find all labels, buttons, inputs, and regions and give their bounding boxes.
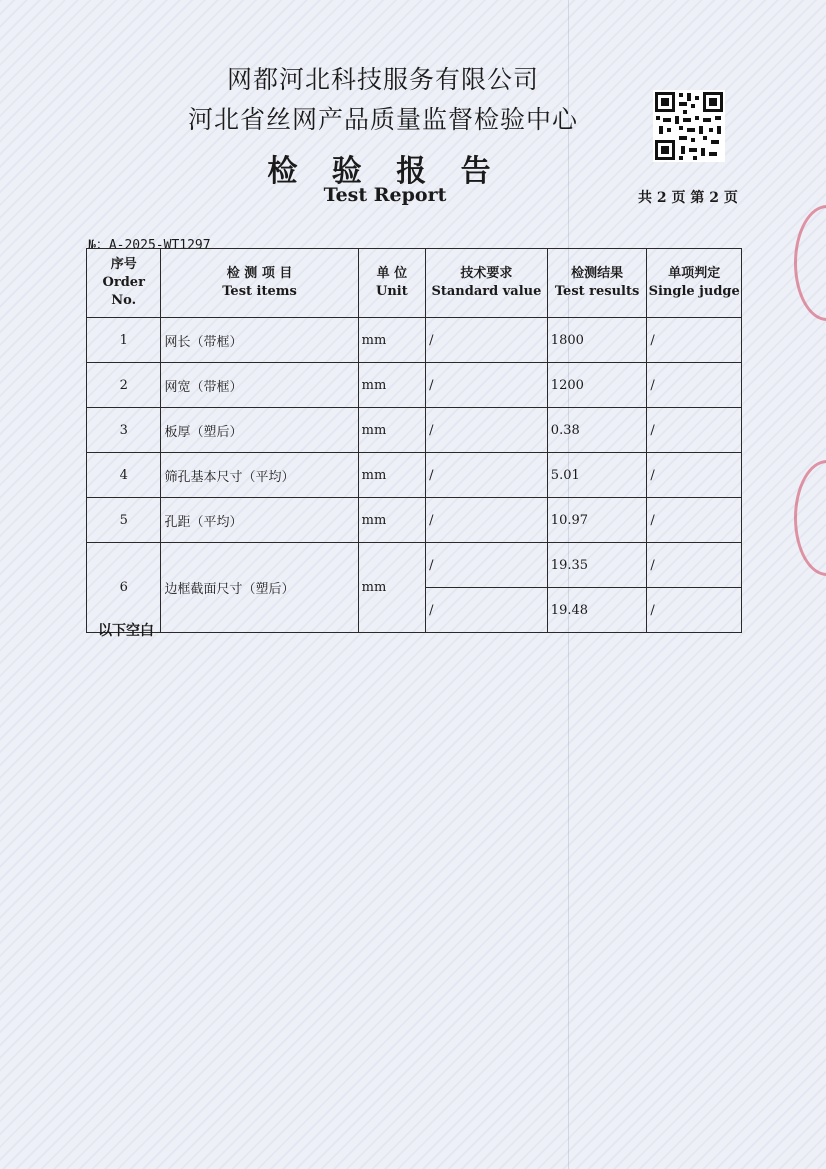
cell-unit: mm — [358, 318, 425, 363]
cell-standard: / — [426, 363, 548, 408]
header-cn: 检 测 项 目 — [226, 266, 293, 281]
cell-test-item: 筛孔基本尺寸（平均） — [161, 453, 358, 498]
cell-judge: / — [647, 588, 742, 633]
table-row — [87, 408, 742, 453]
cell-test-item: 网长（带框） — [161, 318, 358, 363]
cell-order-no: 1 — [87, 318, 161, 363]
cell-unit: mm — [358, 408, 425, 453]
cell-test-item: 边框截面尺寸（塑后） — [161, 543, 358, 633]
cell-judge: / — [647, 498, 742, 543]
header-standard-value — [426, 249, 548, 318]
cell-test-item: 孔距（平均） — [161, 498, 358, 543]
cell-test-item: 网宽（带框） — [161, 363, 358, 408]
cell-unit: mm — [358, 453, 425, 498]
cell-standard: / — [426, 543, 548, 588]
table-header-row — [87, 249, 742, 318]
cell-unit: mm — [358, 363, 425, 408]
table-row — [87, 363, 742, 408]
cell-standard: / — [426, 498, 548, 543]
cell-order-no: 6 — [87, 543, 161, 633]
header-en: Test results — [554, 284, 640, 299]
header-en: Test items — [222, 284, 297, 299]
cell-result: 5.01 — [547, 453, 647, 498]
cell-unit: mm — [358, 543, 425, 633]
cell-result: 0.38 — [547, 408, 647, 453]
cell-result: 10.97 — [547, 498, 647, 543]
header-test-items — [161, 249, 358, 318]
qr-code-icon — [653, 90, 725, 162]
cell-judge: / — [647, 318, 742, 363]
cell-result: 1800 — [547, 318, 647, 363]
blank-below-note: 以下空白 — [98, 623, 154, 639]
report-title-cn: 检 验 报 告 — [267, 154, 503, 189]
report-number: №：A-2025-WT1297 — [88, 238, 211, 253]
header-en: Order No. — [102, 275, 145, 308]
cell-judge: / — [647, 453, 742, 498]
header-cn: 技术要求 — [460, 266, 513, 281]
report-title-en: Test Report — [323, 184, 447, 206]
cell-judge: / — [647, 543, 742, 588]
page-indicator: 共 2 页 第 2 页 — [638, 190, 738, 206]
header-cn: 检测结果 — [571, 266, 624, 281]
cell-order-no: 5 — [87, 498, 161, 543]
table-row — [87, 498, 742, 543]
header-order-no — [87, 249, 161, 318]
header-cn: 单 位 — [376, 266, 408, 281]
cell-judge: / — [647, 363, 742, 408]
cell-unit: mm — [358, 498, 425, 543]
header-en: Single judge — [648, 284, 740, 299]
cell-order-no: 2 — [87, 363, 161, 408]
organization-name: 网都河北科技服务有限公司 — [226, 65, 539, 94]
header-en: Standard value — [431, 284, 542, 299]
header-cn: 单项判定 — [668, 266, 721, 281]
cell-standard: / — [426, 453, 548, 498]
cell-result: 19.48 — [547, 588, 647, 633]
cell-judge: / — [647, 408, 742, 453]
cell-result: 1200 — [547, 363, 647, 408]
test-results-table — [86, 248, 742, 633]
cell-order-no: 3 — [87, 408, 161, 453]
cell-standard: / — [426, 318, 548, 363]
cell-test-item: 板厚（塑后） — [161, 408, 358, 453]
cell-order-no: 4 — [87, 453, 161, 498]
header-single-judge — [647, 249, 742, 318]
header-en: Unit — [375, 284, 408, 299]
cell-standard: / — [426, 588, 548, 633]
table-row — [87, 318, 742, 363]
header-unit — [358, 249, 425, 318]
table-row — [87, 543, 742, 588]
cell-result: 19.35 — [547, 543, 647, 588]
header-test-results — [547, 249, 647, 318]
cell-standard: / — [426, 408, 548, 453]
table-row — [87, 453, 742, 498]
header-cn: 序号 — [110, 257, 137, 272]
inspection-center-name: 河北省丝网产品质量监督检验中心 — [187, 105, 578, 134]
